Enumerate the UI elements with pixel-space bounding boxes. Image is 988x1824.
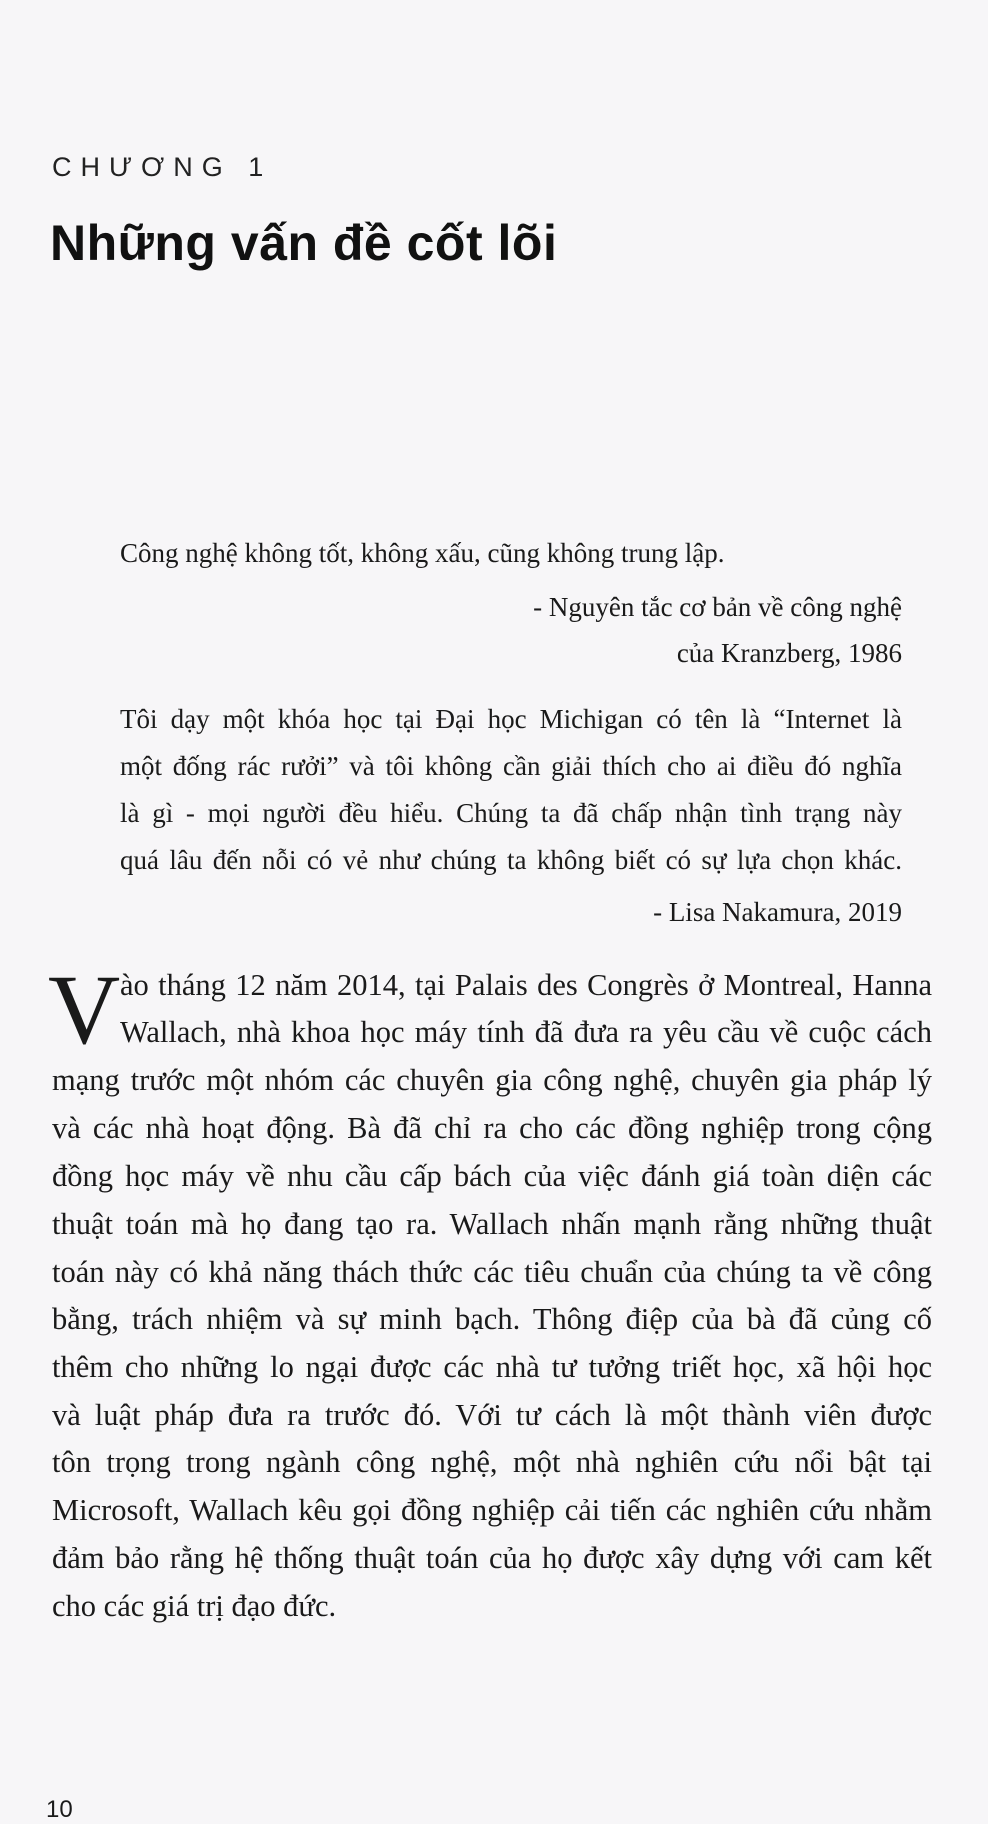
body-line: đảm bảo rằng hệ thống thuật toán của họ được xây dựng với cam kết [52,1541,932,1575]
body-line: và các nhà hoạt động. Bà đã chỉ ra cho các đồng nghiệp trong cộng [52,1111,932,1145]
epigraph-text: một đống rác rưởi” và tôi không cần giải thích cho ai điều đó nghĩa [120,751,902,781]
epigraph-text: Công nghệ không tốt, không xấu, cũng không trung lập. [120,538,725,568]
body-line: bằng, trách nhiệm và sự minh bạch. Thông điệp của bà đã củng cố [52,1302,932,1336]
epigraph-text: Tôi dạy một khóa học tại Đại học Michigan có tên là “Internet là [120,704,902,734]
body-line: Wallach, nhà khoa học máy tính đã đưa ra yêu cầu về cuộc cách [120,1015,932,1049]
body-line: toán này có khả năng thách thức các tiêu chuẩn của chúng ta về công [52,1255,932,1289]
epigraph-text: là gì - mọi người đều hiểu. Chúng ta đã chấp nhận tình trạng này [120,798,902,828]
body-line: thuật toán mà họ đang tạo ra. Wallach nhấn mạnh rằng những thuật [52,1207,932,1241]
body-line: tôn trọng trong ngành công nghệ, một nhà nghiên cứu nổi bật tại [52,1445,932,1479]
epigraph-text: quá lâu đến nỗi có vẻ như chúng ta không biết có sự lựa chọn khác. [120,845,902,875]
epigraph-attribution: - Nguyên tắc cơ bản về công nghệ [533,592,902,622]
epigraph-attribution: - Lisa Nakamura, 2019 [653,897,902,927]
drop-cap: V [48,954,121,1065]
chapter-label: CHƯƠNG 1 [52,152,273,182]
chapter-title: Những vấn đề cốt lõi [50,215,558,271]
body-line: cho các giá trị đạo đức. [52,1589,337,1623]
body-line: ào tháng 12 năm 2014, tại Palais des Congrès ở Montreal, Hanna [120,968,932,1002]
body-line: đồng học máy về nhu cầu cấp bách của việc đánh giá toàn diện các [52,1159,932,1193]
body-line: Microsoft, Wallach kêu gọi đồng nghiệp cải tiến các nghiên cứu nhằm [52,1493,932,1527]
page-number: 10 [46,1796,73,1823]
body-line: và luật pháp đưa ra trước đó. Với tư cách là một thành viên được [52,1398,932,1432]
body-line: thêm cho những lo ngại được các nhà tư tưởng triết học, xã hội học [52,1350,932,1384]
epigraph-attribution: của Kranzberg, 1986 [676,638,902,668]
body-line: mạng trước một nhóm các chuyên gia công nghệ, chuyên gia pháp lý [52,1063,932,1097]
